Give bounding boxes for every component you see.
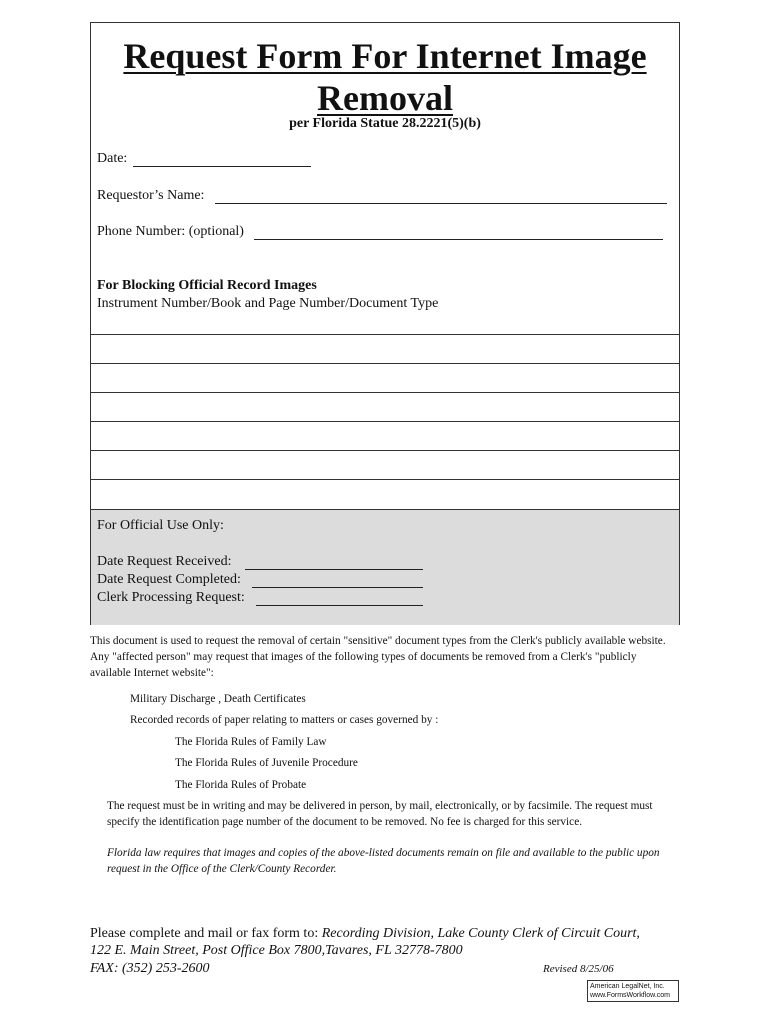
date-received-field[interactable]: [245, 569, 423, 570]
form-box: [90, 22, 680, 625]
record-entry-row[interactable]: [91, 363, 679, 392]
revised-date: Revised 8/25/06: [543, 963, 614, 975]
title-line-1: Request Form For Internet Image: [123, 36, 647, 76]
blocking-subheading: Instrument Number/Book and Page Number/Document Type: [97, 296, 439, 311]
phone-number-label: Phone Number: (optional): [97, 224, 244, 239]
mail-instructions: [90, 926, 690, 942]
date-label: Date:: [97, 151, 128, 166]
stamp-line-1: American LegalNet, Inc.: [590, 983, 665, 990]
date-field[interactable]: [133, 166, 311, 167]
clerk-processing-label: Clerk Processing Request:: [97, 590, 245, 605]
mail-recipient: Recording Division, Lake County Clerk of Circuit Court,: [321, 926, 640, 941]
rule-probate: The Florida Rules of Probate: [175, 779, 307, 791]
record-entry-row[interactable]: [91, 479, 679, 508]
publisher-stamp: [587, 980, 679, 1002]
mailing-address: 122 E. Main Street, Post Office Box 7800,Tavares, FL 32778-7800: [90, 943, 463, 958]
date-completed-label: Date Request Completed:: [97, 572, 241, 587]
record-entry-row[interactable]: [91, 334, 679, 363]
intro-paragraph: This document is used to request the removal of certain "sensitive" document types from the Clerk's publicly available website. Any "affected person" may request that images of the following types of documents be removed from a Clerk's "publicly available Internet website":: [90, 635, 666, 679]
requestor-name-field[interactable]: [215, 203, 667, 204]
official-use-section: [91, 509, 679, 625]
record-entry-row[interactable]: [91, 392, 679, 421]
rule-juvenile-procedure: The Florida Rules of Juvenile Procedure: [175, 757, 358, 769]
date-received-label: Date Request Received:: [97, 554, 232, 569]
record-entry-row[interactable]: [91, 421, 679, 450]
title-line-2: Removal: [317, 78, 453, 118]
law-note: Florida law requires that images and copies of the above-listed documents remain on file and available to the public upon request in the Office of the Clerk/County Recorder.: [107, 847, 660, 875]
record-entry-row[interactable]: [91, 450, 679, 479]
date-completed-field[interactable]: [252, 587, 423, 588]
item-recorded-records: Recorded records of paper relating to matters or cases governed by :: [130, 714, 439, 726]
item-military-discharge: Military Discharge , Death Certificates: [130, 693, 306, 705]
blocking-heading: For Blocking Official Record Images: [97, 278, 317, 293]
statute-subtitle: per Florida Statue 28.2221(5)(b): [289, 116, 481, 131]
stamp-line-2: www.FormsWorkflow.com: [590, 992, 670, 999]
requirements-paragraph: The request must be in writing and may be delivered in person, by mail, electronically, or by facsimile. The request must specify the identification page number of the document to be removed. No fee is charged for this service.: [107, 800, 653, 828]
phone-number-field[interactable]: [254, 239, 663, 240]
fax-number: FAX: (352) 253-2600: [90, 961, 210, 976]
rule-family-law: The Florida Rules of Family Law: [175, 736, 327, 748]
form-title: [91, 35, 679, 119]
clerk-processing-field[interactable]: [256, 605, 423, 606]
mail-prefix: Please complete and mail or fax form to:: [90, 926, 322, 941]
official-use-heading: For Official Use Only:: [97, 518, 224, 533]
record-entry-rows: [91, 334, 679, 508]
requestor-name-label: Requestor’s Name:: [97, 188, 205, 203]
